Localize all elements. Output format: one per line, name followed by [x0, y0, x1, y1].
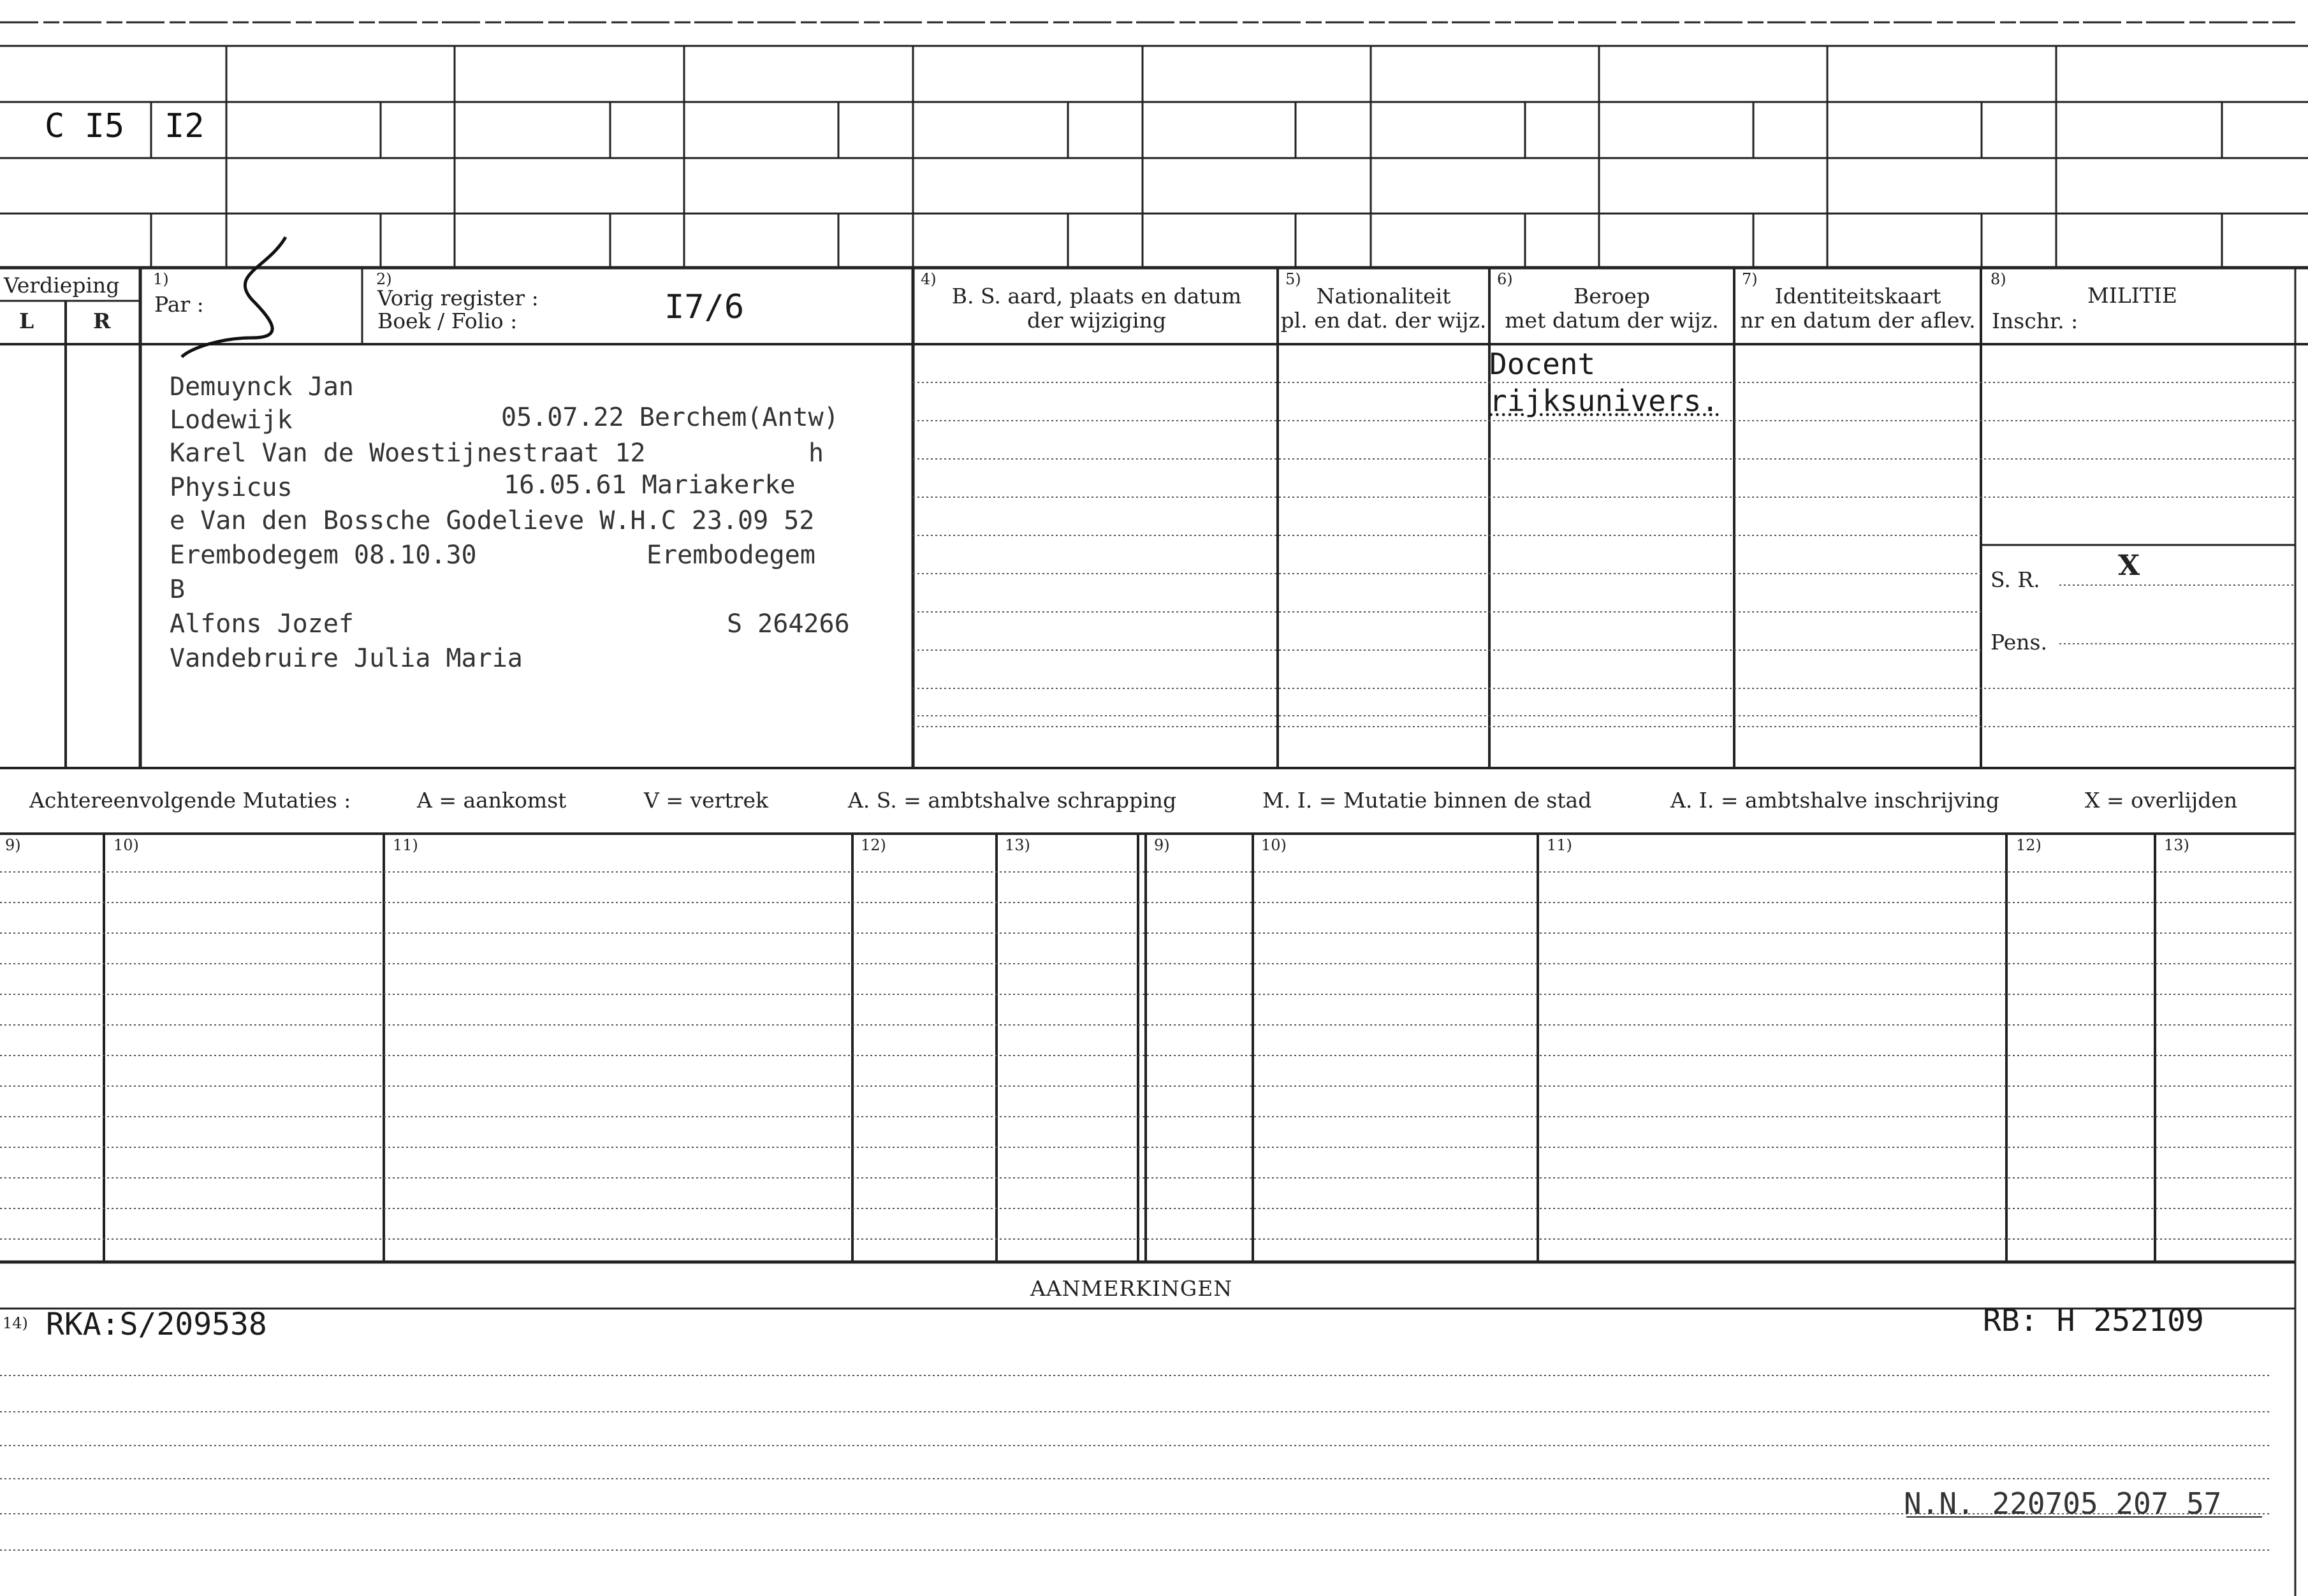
col-12-right: 12)	[2016, 836, 2041, 854]
sr-label: S. R.	[1990, 567, 2040, 592]
rb-reference: RB: H 252109	[1983, 1303, 2204, 1338]
identiteitskaart-line1: Identiteitskaart	[1774, 284, 1941, 308]
militie-title: MILITIE	[2087, 283, 2177, 308]
verdieping-label: Verdieping	[4, 273, 120, 298]
section-1-number: 1)	[153, 270, 169, 288]
aanmerkingen-title: AANMERKINGEN	[1030, 1276, 1233, 1301]
section-2-number: 2)	[376, 270, 392, 288]
col-11-right: 11)	[1547, 836, 1572, 854]
person-line-2: Lodewijk	[170, 405, 293, 435]
beroep-header	[1491, 284, 1733, 333]
verdieping-right: R	[93, 308, 111, 333]
nationaliteit-header	[1279, 284, 1488, 333]
vorig-register-label: Vorig register :	[377, 286, 539, 310]
identiteitskaart-header	[1735, 284, 1980, 333]
bs-header-line1: B. S. aard, plaats en datum	[951, 284, 1242, 308]
number-code: I2	[164, 107, 205, 145]
legend-vertrek: V = vertrek	[644, 788, 768, 813]
person-line-4-right: 16.05.61 Mariakerke	[504, 470, 796, 500]
col-9-right: 9)	[1154, 836, 1170, 854]
nationaliteit-line1: Nationaliteit	[1316, 284, 1451, 308]
section-6-number: 6)	[1497, 270, 1513, 288]
nationaliteit-line2: pl. en dat. der wijz.	[1280, 308, 1487, 333]
person-line-5: e Van den Bossche Godelieve W.H.C 23.09 52	[170, 506, 815, 535]
par-label: Par :	[154, 292, 204, 317]
nn-reference: N.N. 220705 207 57	[1904, 1486, 2222, 1521]
col-9-left: 9)	[5, 836, 21, 854]
bs-header	[918, 284, 1275, 333]
person-line-6: Erembodegem 08.10.30	[170, 540, 477, 570]
person-line-4: Physicus	[170, 473, 293, 502]
person-line-6-right: Erembodegem	[646, 540, 815, 570]
sr-value: X	[2118, 549, 2140, 582]
section-5-number: 5)	[1285, 270, 1301, 288]
boek-folio-value: I7/6	[664, 288, 745, 326]
col-13-right: 13)	[2164, 836, 2189, 854]
beroep-value-1: Docent	[1489, 347, 1596, 381]
person-line-3: Karel Van de Woestijnestraat 12	[170, 439, 646, 468]
col-11-left: 11)	[393, 836, 418, 854]
legend-ambtshalve-inschrijving: A. I. = ambtshalve inschrijving	[1670, 788, 2000, 813]
boek-folio-label: Boek / Folio :	[377, 308, 518, 333]
beroep-line1: Beroep	[1573, 284, 1651, 308]
block-code: C I5	[45, 107, 125, 145]
person-line-9: Vandebruire Julia Maria	[170, 644, 523, 673]
identiteitskaart-line2: nr en datum der aflev.	[1740, 308, 1976, 333]
legend-mutatie-binnen-stad: M. I. = Mutatie binnen de stad	[1262, 788, 1592, 813]
person-line-7: B	[170, 575, 186, 604]
col-12-left: 12)	[861, 836, 886, 854]
legend-overlijden: X = overlijden	[2085, 788, 2238, 813]
bs-header-line2: der wijziging	[1027, 308, 1166, 333]
section-8-number: 8)	[1990, 270, 2006, 288]
legend-aankomst: A = aankomst	[417, 788, 567, 813]
person-line-3-right: h	[808, 439, 824, 468]
person-line-2-right: 05.07.22 Berchem(Antw)	[501, 403, 839, 432]
legend-ambtshalve-schrapping: A. S. = ambtshalve schrapping	[848, 788, 1177, 813]
section-4-number: 4)	[921, 270, 937, 288]
inschr-label: Inschr. :	[1992, 308, 2078, 333]
verdieping-left: L	[19, 308, 34, 333]
person-line-8-right: S 264266	[727, 609, 850, 639]
beroep-value-2: rijksunivers.	[1489, 384, 1720, 418]
rka-reference: RKA:S/209538	[46, 1307, 267, 1342]
section-14-number: 14)	[3, 1314, 28, 1332]
pens-label: Pens.	[1990, 630, 2047, 655]
col-10-left: 10)	[113, 836, 139, 854]
col-13-left: 13)	[1005, 836, 1030, 854]
person-line-8: Alfons Jozef	[170, 609, 354, 639]
person-line-1: Demuynck Jan	[170, 372, 354, 402]
mutaties-title: Achtereenvolgende Mutaties :	[29, 788, 351, 813]
section-7-number: 7)	[1742, 270, 1758, 288]
col-10-right: 10)	[1261, 836, 1287, 854]
beroep-line2: met datum der wijz.	[1505, 308, 1719, 333]
